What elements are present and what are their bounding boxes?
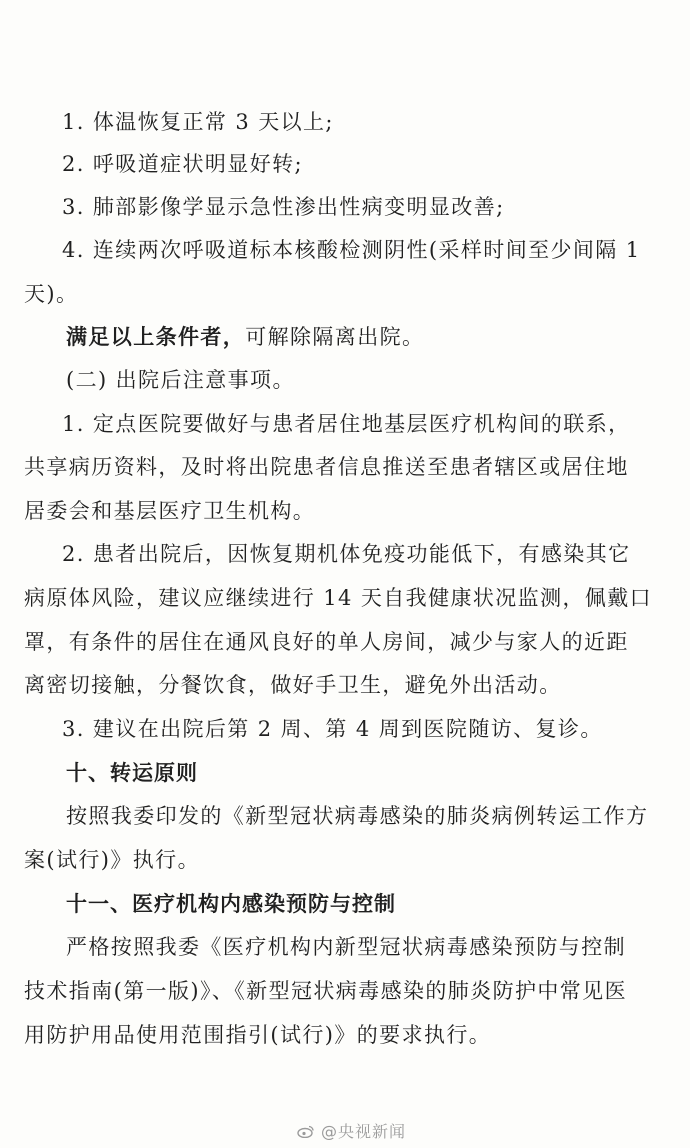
notice-2-line-1: 2. 患者出院后，因恢复期机体免疫功能低下，有感染其它 (62, 542, 631, 566)
criterion-4-cont: 天)。 (24, 282, 79, 306)
infection-control-line-2: 技术指南(第一版)》、《新型冠状病毒感染的肺炎防护中常见医 (24, 979, 627, 1003)
section-heading-10: 十、转运原则 (66, 761, 198, 785)
watermark (297, 1119, 406, 1142)
transfer-line-1: 按照我委印发的《新型冠状病毒感染的肺炎病例转运工作方 (66, 804, 649, 828)
notice-1-line-2: 共享病历资料，及时将出院患者信息推送至患者辖区或居住地 (24, 455, 629, 479)
notice-1-line-1: 1. 定点医院要做好与患者居住地基层医疗机构间的联系， (62, 412, 631, 436)
discharge-conclusion-bold: 满足以上条件者， (66, 324, 246, 349)
criterion-4: 4. 连续两次呼吸道标本核酸检测阴性(采样时间至少间隔 1 (62, 238, 641, 262)
notice-1-line-3: 居委会和基层医疗卫生机构。 (24, 499, 316, 523)
discharge-conclusion (66, 323, 424, 351)
notice-2-line-3: 罩，有条件的居住在通风良好的单人房间，减少与家人的近距 (24, 630, 629, 654)
infection-control-line-3: 用防护用品使用范围指引(试行)》的要求执行。 (24, 1023, 492, 1047)
notice-2-line-4: 离密切接触，分餐饮食，做好手卫生，避免外出活动。 (24, 673, 562, 697)
discharge-conclusion-rest: 可解除隔离出院。 (245, 325, 425, 349)
section-heading-2: (二) 出院后注意事项。 (66, 368, 295, 392)
criterion-3: 3. 肺部影像学显示急性渗出性病变明显改善; (62, 195, 505, 219)
transfer-line-2: 案(试行)》执行。 (24, 848, 200, 872)
watermark-text: @央视新闻 (320, 1122, 406, 1141)
section-heading-11: 十一、医疗机构内感染预防与控制 (66, 892, 396, 916)
criterion-2: 2. 呼吸道症状明显好转; (62, 152, 303, 176)
criterion-1: 1. 体温恢复正常 3 天以上; (62, 110, 334, 134)
notice-2-line-2: 病原体风险，建议应继续进行 14 天自我健康状况监测，佩戴口 (24, 586, 653, 610)
weibo-icon (297, 1124, 315, 1138)
notice-3: 3. 建议在出院后第 2 周、第 4 周到医院随访、复诊。 (62, 717, 603, 741)
infection-control-line-1: 严格按照我委《医疗机构内新型冠状病毒感染预防与控制 (66, 935, 626, 959)
